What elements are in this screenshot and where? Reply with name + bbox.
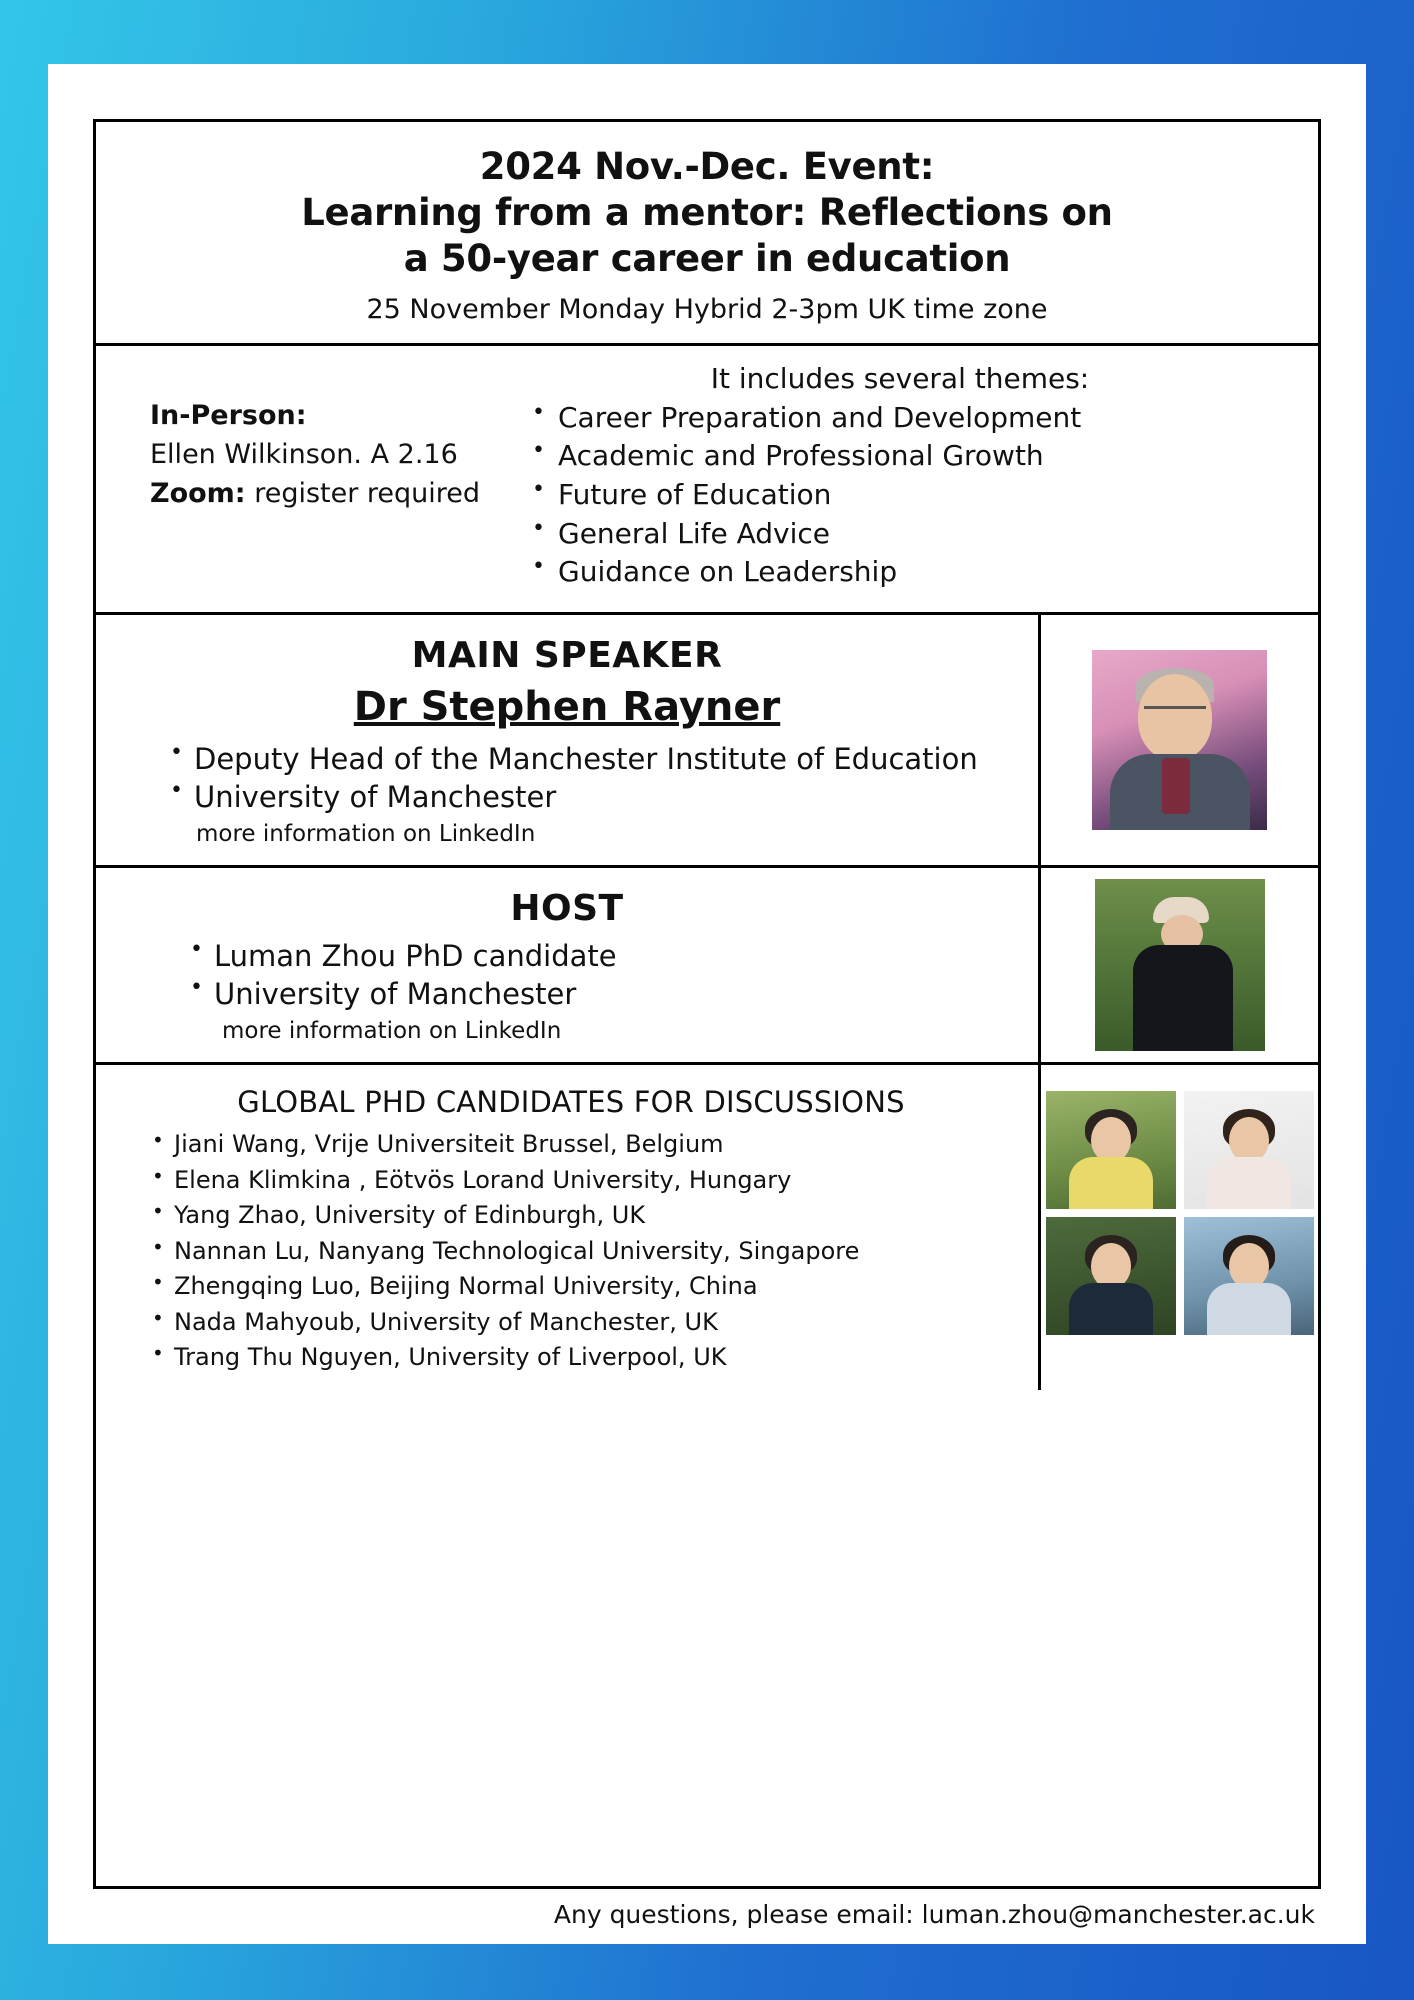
portrait-coat [1133, 945, 1233, 1051]
list-item: • Yang Zhao, University of Edinburgh, UK [174, 1198, 1028, 1234]
host-role-label: HOST [510, 887, 624, 929]
host-portrait-image [1095, 879, 1265, 1051]
list-item: • Career Preparation and Development [558, 399, 1302, 438]
list-item: • Guidance on Leadership [558, 553, 1302, 592]
event-title-line-3: a 50-year career in education [403, 236, 1011, 280]
portrait-body [1069, 1283, 1153, 1335]
host-info [96, 868, 1038, 1062]
speaker-linkedin-note: more information on LinkedIn [196, 820, 536, 847]
list-item: • Zhengqing Luo, Beijing Normal University, China [174, 1269, 1028, 1305]
event-datetime: 25 November Monday Hybrid 2-3pm UK time zone [366, 293, 1048, 325]
header-section [96, 122, 1318, 346]
candidate-photo-1 [1046, 1091, 1176, 1209]
portrait-body [1207, 1283, 1291, 1335]
event-title-line-1: 2024 Nov.-Dec. Event: [479, 145, 935, 188]
candidates-info [96, 1065, 1038, 1390]
glasses-icon [1144, 706, 1206, 721]
candidates-photo-cell [1038, 1065, 1318, 1390]
in-person-value: Ellen Wilkinson. A 2.16 [150, 438, 458, 470]
portrait-body [1069, 1157, 1153, 1209]
candidates-list [114, 1127, 1028, 1376]
list-item: • Nannan Lu, Nanyang Technological University, Singapore [174, 1234, 1028, 1270]
list-item: • Deputy Head of the Manchester Institute of Education [194, 740, 1020, 779]
speaker-bullets [114, 740, 1020, 817]
location-details [112, 362, 492, 513]
event-title-line-2: Learning from a mentor: Reflections on [301, 190, 1113, 234]
speaker-role-label: MAIN SPEAKER [411, 634, 723, 676]
in-person-label: In-Person: [150, 399, 307, 431]
candidate-photo-4 [1184, 1217, 1314, 1335]
portrait-body [1207, 1157, 1291, 1209]
list-item: • University of Manchester [214, 975, 1020, 1014]
list-item: • Elena Klimkina , Eötvös Lorand University, Hungary [174, 1163, 1028, 1199]
themes-list [498, 399, 1302, 592]
list-item: • Trang Thu Nguyen, University of Liverpool, UK [174, 1340, 1028, 1376]
speaker-portrait-image [1092, 650, 1267, 830]
speaker-name: Dr Stephen Rayner [353, 683, 781, 730]
list-item: • Future of Education [558, 476, 1302, 515]
host-linkedin-note: more information on LinkedIn [222, 1018, 562, 1044]
poster-frame [93, 119, 1321, 1889]
details-themes-section [96, 346, 1318, 615]
host-section [96, 868, 1318, 1065]
contact-footer: Any questions, please email: luman.zhou@manchester.ac.uk [553, 1900, 1315, 1929]
list-item: • Academic and Professional Growth [558, 437, 1302, 476]
candidates-section [96, 1065, 1318, 1390]
speaker-info [96, 615, 1038, 865]
list-item: • General Life Advice [558, 515, 1302, 554]
themes-title: It includes several themes: [710, 361, 1090, 395]
main-speaker-section [96, 615, 1318, 868]
list-item: • Luman Zhou PhD candidate [214, 937, 1020, 976]
host-bullets [114, 937, 1020, 1014]
candidates-title: GLOBAL PHD CANDIDATES FOR DISCUSSIONS [237, 1085, 905, 1119]
candidate-photo-2 [1184, 1091, 1314, 1209]
candidate-photo-3 [1046, 1217, 1176, 1335]
portrait-lanyard [1162, 758, 1190, 814]
zoom-value: register required [254, 477, 481, 509]
speaker-photo-cell [1038, 615, 1318, 865]
candidates-photo-grid [1046, 1091, 1314, 1335]
poster-paper [48, 64, 1366, 1944]
list-item: • Nada Mahyoub, University of Manchester, UK [174, 1305, 1028, 1341]
zoom-label: Zoom: [150, 477, 246, 509]
themes-block [492, 362, 1302, 592]
host-photo-cell [1038, 868, 1318, 1062]
list-item: • University of Manchester [194, 778, 1020, 817]
list-item: • Jiani Wang, Vrije Universiteit Brussel, Belgium [174, 1127, 1028, 1163]
